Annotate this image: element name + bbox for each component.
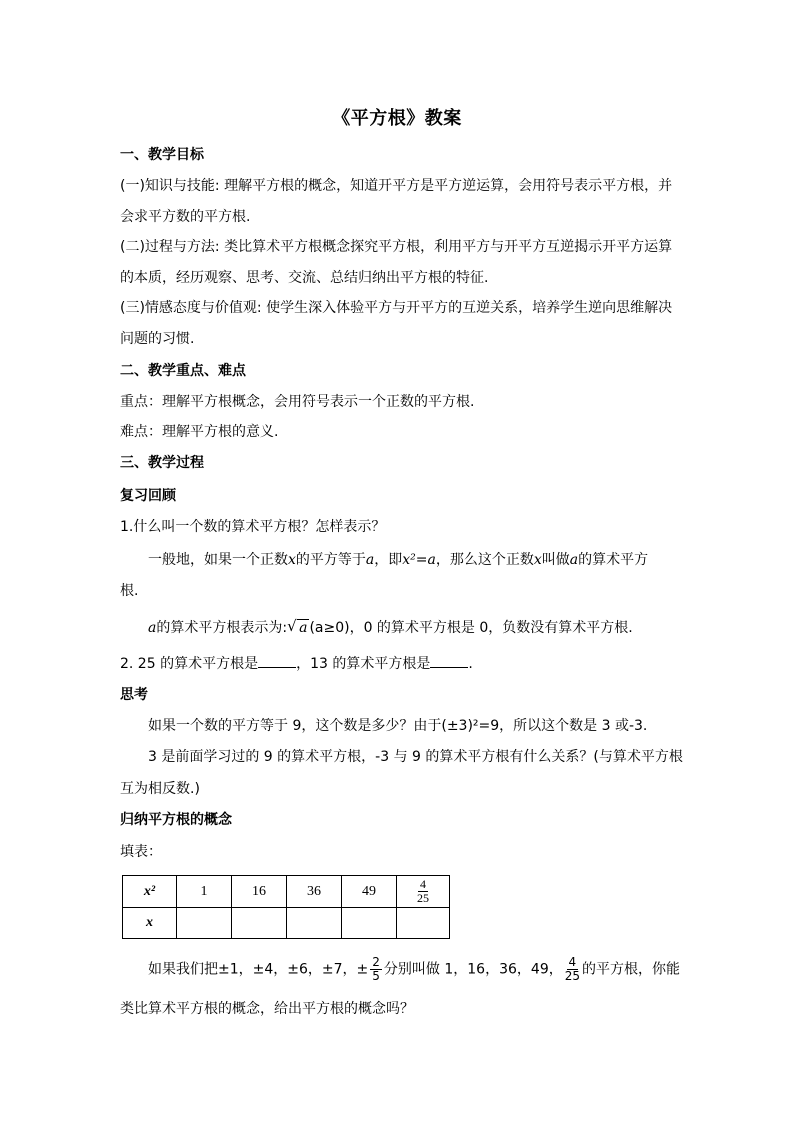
review-notation: [148, 618, 708, 638]
text: ，13 的算术平方根是: [296, 656, 431, 672]
denominator: 25: [417, 891, 429, 905]
goal-2-line-1: (二)过程与方法: 类比算术平方根概念探究平方根，利用平方与开平方互逆揭示开平方运算: [120, 239, 673, 255]
table-empty-cell[interactable]: [342, 908, 397, 939]
subheading-think: 思考: [120, 687, 148, 703]
fill-table: [122, 875, 450, 939]
think-line-2: 3 是前面学习过的 9 的算术平方根，-3 与 9 的算术平方根有什么关系？(与算术平方根: [148, 749, 683, 765]
think-line-3: 互为相反数.): [120, 781, 200, 797]
section-heading-process: 三、教学过程: [120, 455, 204, 471]
induce-line-1: [148, 956, 708, 983]
table-empty-cell[interactable]: [397, 908, 450, 939]
text: 如果我们把±1，±4，±6，±7，±: [148, 961, 369, 978]
table-cell: 36: [287, 876, 342, 908]
goal-1-line-1: (一)知识与技能: 理解平方根的概念，知道开平方是平方逆运算，会用符号表示平方根，并: [120, 178, 673, 194]
difficult-point: 难点：理解平方根的意义.: [120, 424, 279, 440]
radical-sign: √: [287, 617, 297, 635]
section-heading-key-points: 二、教学重点、难点: [120, 363, 246, 379]
table-empty-cell[interactable]: [232, 908, 287, 939]
text: 的平方等于: [295, 552, 366, 568]
table-cell: 16: [232, 876, 287, 908]
text: 的算术平方: [578, 552, 649, 568]
table-cell: 49: [342, 876, 397, 908]
text: ，即: [374, 552, 403, 568]
var-a: a: [148, 620, 157, 636]
answer-blank-1[interactable]: [258, 654, 296, 668]
fraction: [565, 956, 580, 983]
table-row: [123, 908, 450, 939]
denominator: 25: [564, 969, 581, 983]
fill-table-label: 填表：: [120, 844, 162, 860]
table-cell-fraction: [397, 876, 450, 908]
induce-line-2: 类比算术平方根的概念，给出平方根的概念吗？: [120, 1001, 414, 1017]
subheading-induce: 归纳平方根的概念: [120, 812, 232, 828]
text: ，那么这个正数: [435, 552, 534, 568]
numerator: 2: [372, 955, 380, 969]
var-x: x: [288, 552, 296, 568]
numerator: 4: [568, 955, 577, 969]
table-row: [123, 876, 450, 908]
var-x: x: [533, 552, 542, 568]
var-a: a: [365, 552, 375, 568]
numerator: 4: [420, 877, 426, 891]
review-definition-line-1: [148, 550, 708, 570]
text: .: [468, 656, 473, 672]
section-heading-goals: 一、教学目标: [120, 147, 204, 163]
var-a: a: [569, 552, 579, 568]
think-line-1: 如果一个数的平方等于 9，这个数是多少？由于(±3)²=9，所以这个数是 3 或-3.: [148, 718, 648, 734]
table-empty-cell[interactable]: [287, 908, 342, 939]
text: 的算术平方根表示为:: [156, 620, 288, 636]
text: 2. 25 的算术平方根是: [120, 656, 259, 672]
goal-3-line-1: (三)情感态度与价值观: 使学生深入体验平方与开平方的互逆关系，培养学生逆向思维解决: [120, 300, 673, 316]
sqrt-symbol: [287, 618, 309, 638]
radicand: a: [299, 620, 308, 636]
review-question-1: 1.什么叫一个数的算术平方根？怎样表示？: [120, 519, 386, 535]
subheading-review: 复习回顾: [120, 488, 176, 504]
goal-2-line-2: 的本质，经历观察、思考、交流、总结归纳出平方根的特征.: [120, 270, 489, 286]
equation: x²=a: [402, 552, 436, 568]
fraction: [417, 878, 429, 905]
table-head-x-squared: x²: [123, 876, 177, 908]
text: (a≥0)，0 的算术平方根是 0，负数没有算术平方根.: [309, 620, 633, 636]
review-definition-line-2: 根.: [120, 583, 139, 599]
text: 分别叫做 1，16，36，49，: [383, 961, 563, 978]
table-head-x: x: [123, 908, 177, 939]
text: 叫做: [541, 552, 570, 568]
answer-blank-2[interactable]: [430, 654, 468, 668]
fraction: [370, 956, 382, 983]
text: 一般地，如果一个正数: [148, 552, 288, 568]
table-empty-cell[interactable]: [177, 908, 232, 939]
text: 的平方根，你能: [582, 961, 681, 978]
table-cell: 1: [177, 876, 232, 908]
page-title: 《平方根》教案: [332, 108, 462, 129]
denominator: 5: [372, 969, 380, 983]
goal-1-line-2: 会求平方数的平方根.: [120, 209, 251, 225]
key-point: 重点：理解平方根概念，会用符号表示一个正数的平方根.: [120, 394, 475, 410]
goal-3-line-2: 问题的习惯.: [120, 331, 195, 347]
review-question-2: [120, 654, 680, 674]
